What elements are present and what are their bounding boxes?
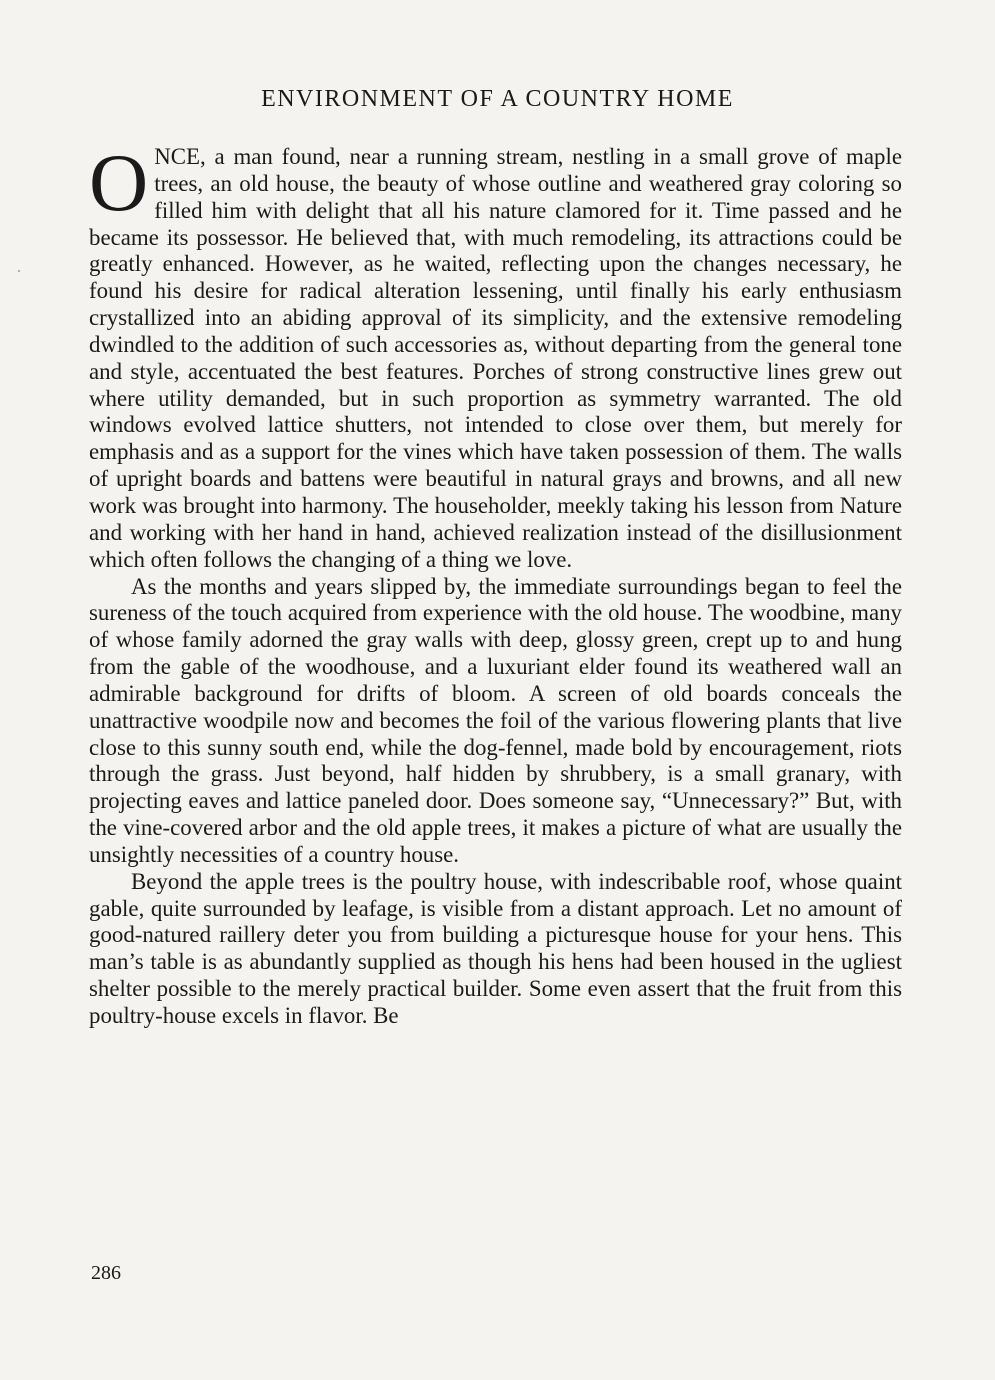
- drop-cap: O: [89, 137, 149, 228]
- paragraph-1: [89, 137, 902, 574]
- paragraph-2: As the months and years slipped by, the immediate surroundings began to feel the sureness of the touch acquired from experience with the old house. The woodbine, many of whose family adorned the gray walls with deep, glossy green, crept up to and hung from the gable of the woodhouse, and a luxuriant elder found its weathered wall an admirable background for drifts of bloom. A screen of old boards conceals the unattractive woodpile now and becomes the foil of the various flowering plants that live close to this sunny south end, while the dog-fennel, made bold by encouragement, riots through the grass. Just beyond, half hidden by shrubbery, is a small granary, with projecting eaves and lattice paneled door. Does someone say, “Unnecessary?” But, with the vine-covered arbor and the old apple trees, it makes a picture of what are usually the unsightly necessities of a country house.: [89, 573, 902, 867]
- page-number: 286: [91, 1262, 121, 1284]
- body-text: [89, 137, 902, 1030]
- paragraph-3: Beyond the apple trees is the poultry house, with indescribable roof, whose quaint gable, quite surrounded by leafage, is visible from a distant approach. Let no amount of good-natured raillery deter you from building a picturesque house for your hens. This man’s table is as abundantly supplied as though his hens had been housed in the ugliest shelter possible to the merely practical builder. Some even assert that the fruit from this poultry-house excels in flavor. Be: [89, 868, 902, 1028]
- paragraph-1-text: NCE, a man found, near a running stream, nestling in a small grove of maple trees, an old house, the beauty of whose outline and weathered gray coloring so filled him with delight that all his nature clamored for it. Time passed and he became its possessor. He believed that, with much remodeling, its attractions could be greatly enhanced. However, as he waited, reflecting upon the changes necessary, he found his desire for radical alteration lessening, until finally his early enthusiasm crystallized into an abiding approval of its simplicity, and the extensive remodeling dwindled to the addition of such accessories as, without departing from the general tone and style, accentuated the best features. Porches of strong constructive lines grew out where utility demanded, but in such proportion as symmetry warranted. The old windows evolved lattice shutters, not intended to close over them, but merely for emphasis and as a support for the vines which have taken possession of them. The walls of upright boards and battens were beautiful in natural grays and browns, and all new work was brought into harmony. The householder, meekly taking his lesson from Nature and working with her hand in hand, achieved realization instead of the disillusionment which often follows the changing of a thing we love.: [89, 144, 902, 572]
- chapter-title: ENVIRONMENT OF A COUNTRY HOME: [261, 86, 734, 112]
- margin-speck: [18, 270, 20, 272]
